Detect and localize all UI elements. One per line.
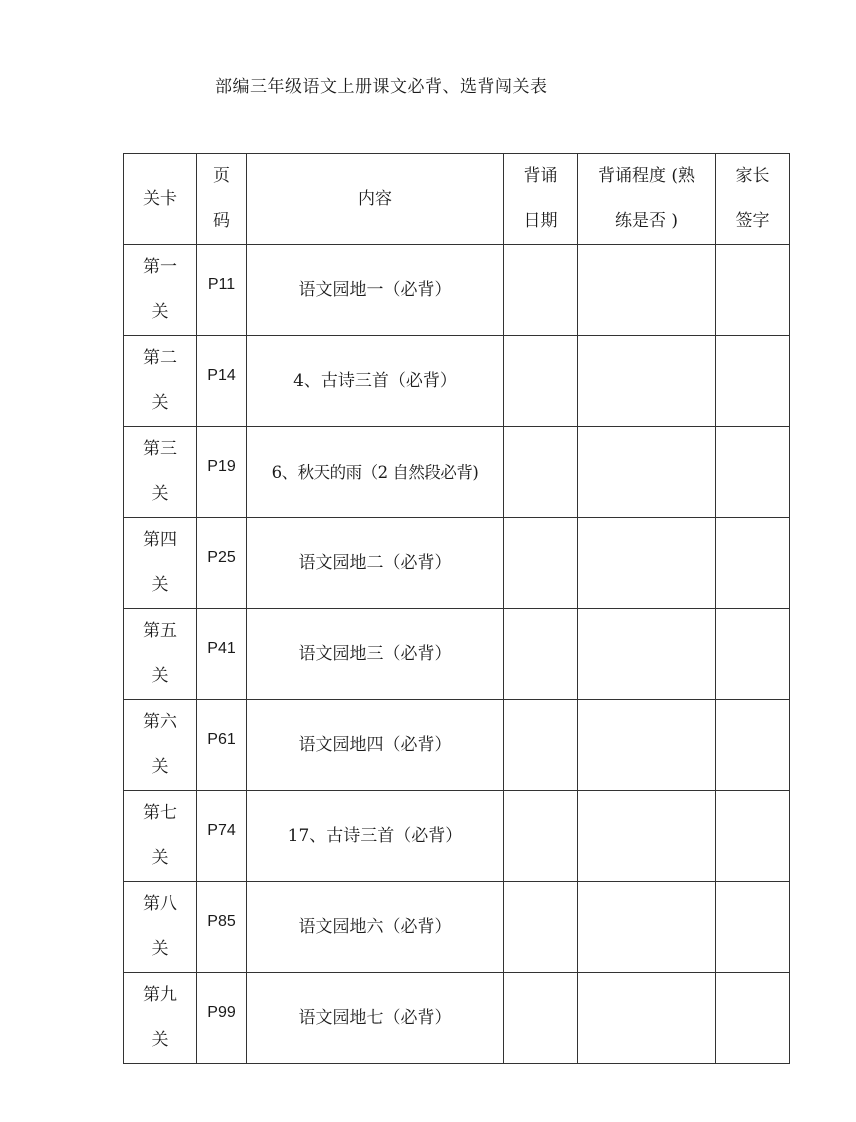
signature-cell xyxy=(716,609,790,700)
level-label-line1: 第八 xyxy=(143,894,177,914)
date-cell xyxy=(504,245,578,336)
level-label-line2: 关 xyxy=(151,484,169,504)
signature-cell xyxy=(716,518,790,609)
table-row xyxy=(124,791,790,882)
content-text: 语文园地四（必背） xyxy=(298,734,452,755)
document-title: 部编三年级语文上册课文必背、选背闯关表 xyxy=(215,77,548,97)
proficiency-cell xyxy=(578,700,716,791)
header-proficiency-line2: 练是否 ) xyxy=(614,211,679,231)
header-content xyxy=(247,154,504,245)
page-cell xyxy=(197,427,247,518)
proficiency-cell xyxy=(578,882,716,973)
level-cell xyxy=(124,973,197,1064)
table-row xyxy=(124,245,790,336)
proficiency-cell xyxy=(578,336,716,427)
level-cell xyxy=(124,791,197,882)
table-row xyxy=(124,609,790,700)
signature-cell xyxy=(716,427,790,518)
content-text: 6、秋天的雨（2 自然段必背) xyxy=(271,462,479,482)
header-content-label: 内容 xyxy=(358,188,392,209)
level-cell xyxy=(124,700,197,791)
level-label-line1: 第九 xyxy=(143,985,177,1005)
page-cell xyxy=(197,973,247,1064)
table-row xyxy=(124,973,790,1064)
content-text: 语文园地二（必背） xyxy=(298,552,452,573)
content-text: 17、古诗三首（必背） xyxy=(287,825,463,846)
content-cell xyxy=(247,882,504,973)
content-text: 语文园地七（必背） xyxy=(298,1007,452,1028)
page-cell xyxy=(197,518,247,609)
table-row xyxy=(124,700,790,791)
proficiency-cell xyxy=(578,518,716,609)
signature-cell xyxy=(716,973,790,1064)
header-proficiency-line1: 背诵程度 (熟 xyxy=(597,166,696,186)
content-cell xyxy=(247,336,504,427)
date-cell xyxy=(504,336,578,427)
level-cell xyxy=(124,427,197,518)
table-row xyxy=(124,427,790,518)
content-cell xyxy=(247,518,504,609)
signature-cell xyxy=(716,336,790,427)
signature-cell xyxy=(716,700,790,791)
date-cell xyxy=(504,609,578,700)
content-cell xyxy=(247,791,504,882)
level-label-line1: 第一 xyxy=(143,257,177,277)
level-label-line2: 关 xyxy=(151,302,169,322)
page-number: P85 xyxy=(207,912,236,930)
level-label-line1: 第六 xyxy=(143,712,177,732)
level-cell xyxy=(124,882,197,973)
level-label-line2: 关 xyxy=(151,939,169,959)
level-label-line2: 关 xyxy=(151,757,169,777)
page-number: P99 xyxy=(207,1003,236,1021)
header-level xyxy=(124,154,197,245)
header-date-line1: 背诵 xyxy=(523,166,558,186)
header-date-line2: 日期 xyxy=(523,211,558,231)
content-text: 语文园地六（必背） xyxy=(298,916,452,937)
proficiency-cell xyxy=(578,427,716,518)
level-label-line1: 第二 xyxy=(143,348,177,368)
page-cell xyxy=(197,245,247,336)
header-signature xyxy=(716,154,790,245)
header-signature-line1: 家长 xyxy=(735,166,770,186)
page-number: P61 xyxy=(207,730,236,748)
level-label-line1: 第七 xyxy=(143,803,177,823)
date-cell xyxy=(504,791,578,882)
level-label-line1: 第五 xyxy=(143,621,177,641)
header-signature-line2: 签字 xyxy=(735,211,770,231)
table-row xyxy=(124,518,790,609)
content-cell xyxy=(247,427,504,518)
header-row xyxy=(124,154,790,245)
header-page-line1: 页 xyxy=(213,166,230,186)
header-level-label: 关卡 xyxy=(143,188,177,209)
recitation-checklist-table xyxy=(123,153,790,1064)
level-cell xyxy=(124,336,197,427)
page-number: P19 xyxy=(207,457,236,475)
level-label-line2: 关 xyxy=(151,1030,169,1050)
signature-cell xyxy=(716,882,790,973)
page-number: P14 xyxy=(207,366,236,384)
page-cell xyxy=(197,791,247,882)
proficiency-cell xyxy=(578,609,716,700)
level-cell xyxy=(124,518,197,609)
content-text: 4、古诗三首（必背） xyxy=(293,370,457,391)
level-label-line2: 关 xyxy=(151,666,169,686)
table-row xyxy=(124,336,790,427)
date-cell xyxy=(504,518,578,609)
level-label-line2: 关 xyxy=(151,848,169,868)
page-cell xyxy=(197,700,247,791)
page-number: P11 xyxy=(207,275,236,293)
header-page xyxy=(197,154,247,245)
date-cell xyxy=(504,700,578,791)
level-cell xyxy=(124,245,197,336)
content-cell xyxy=(247,609,504,700)
table-row xyxy=(124,882,790,973)
page-cell xyxy=(197,609,247,700)
date-cell xyxy=(504,882,578,973)
signature-cell xyxy=(716,245,790,336)
proficiency-cell xyxy=(578,791,716,882)
proficiency-cell xyxy=(578,245,716,336)
date-cell xyxy=(504,973,578,1064)
content-cell xyxy=(247,700,504,791)
header-date xyxy=(504,154,578,245)
level-label-line1: 第四 xyxy=(143,530,177,550)
page-number: P41 xyxy=(207,639,236,657)
content-cell xyxy=(247,973,504,1064)
level-label-line1: 第三 xyxy=(143,439,177,459)
page-cell xyxy=(197,336,247,427)
level-label-line2: 关 xyxy=(151,393,169,413)
proficiency-cell xyxy=(578,973,716,1064)
level-cell xyxy=(124,609,197,700)
content-text: 语文园地三（必背） xyxy=(298,643,452,664)
header-proficiency xyxy=(578,154,716,245)
content-text: 语文园地一（必背） xyxy=(298,279,452,300)
content-cell xyxy=(247,245,504,336)
date-cell xyxy=(504,427,578,518)
level-label-line2: 关 xyxy=(151,575,169,595)
page-cell xyxy=(197,882,247,973)
header-page-line2: 码 xyxy=(213,211,230,231)
page-number: P74 xyxy=(207,821,236,839)
signature-cell xyxy=(716,791,790,882)
page-number: P25 xyxy=(207,548,236,566)
